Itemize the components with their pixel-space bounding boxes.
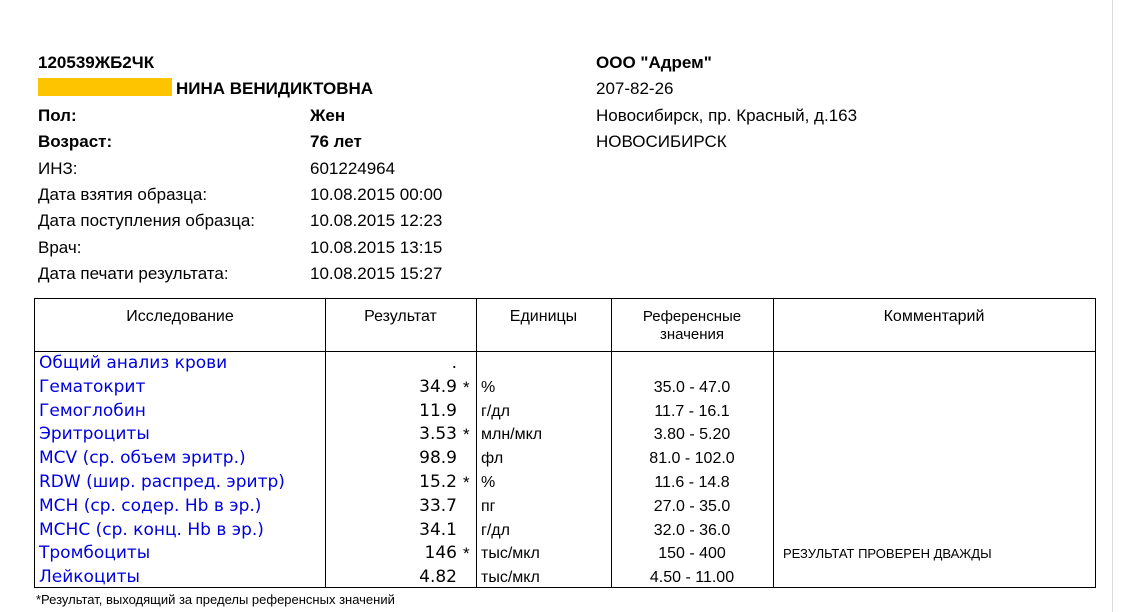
out-of-range-flag: * <box>463 544 470 564</box>
unit: г/дл <box>481 402 510 420</box>
lab-name: ООО "Адрем" <box>596 53 712 72</box>
reference-range: 11.7 - 16.1 <box>654 402 730 420</box>
table-row <box>35 352 1095 376</box>
header-result: Результат <box>364 308 437 325</box>
result-value: 98.9 <box>419 448 457 469</box>
result-value: 33.7 <box>419 495 457 516</box>
field-value: 10.08.2015 15:27 <box>310 264 443 284</box>
table-row <box>35 447 1095 471</box>
reference-range: 11.6 - 14.8 <box>654 474 730 491</box>
reference-range: 3.80 - 5.20 <box>653 426 731 444</box>
lab-city: НОВОСИБИРСК <box>596 132 727 152</box>
header-comment: Комментарий <box>883 308 985 325</box>
test-name: MCV (ср. объем эритр.) <box>39 448 246 469</box>
patient-field-row <box>38 263 578 289</box>
lab-address: Новосибирск, пр. Красный, д.163 <box>596 105 858 125</box>
unit: тыс/мкл <box>481 569 540 587</box>
field-value: Жен <box>310 105 346 125</box>
test-name: MCHC (ср. конц. Hb в эр.) <box>39 519 264 540</box>
patient-field-row <box>38 158 578 184</box>
table-row <box>35 423 1095 447</box>
results-table <box>34 298 1096 588</box>
field-value: 76 лет <box>310 132 362 152</box>
table-row <box>35 519 1095 543</box>
table-row <box>35 400 1095 424</box>
result-value: 146 <box>424 543 457 564</box>
field-value: 601224964 <box>310 158 396 178</box>
reference-range: 150 - 400 <box>658 545 726 563</box>
result-value: 34.1 <box>419 519 457 540</box>
field-label: ИНЗ: <box>38 158 78 178</box>
unit: тыс/мкл <box>481 545 540 563</box>
out-of-range-flag: * <box>463 473 470 492</box>
reference-range: 35.0 - 47.0 <box>653 378 731 396</box>
unit: г/дл <box>481 521 510 539</box>
unit: % <box>481 378 496 396</box>
test-name: Тромбоциты <box>39 543 151 564</box>
field-label: Пол: <box>38 105 77 125</box>
result-value: 15.2 <box>419 472 457 492</box>
test-name: Гематокрит <box>39 376 146 397</box>
field-label: Дата печати результата: <box>38 264 229 284</box>
patient-code: 120539ЖБ2ЧК <box>38 53 155 72</box>
patient-field-row <box>38 184 578 210</box>
out-of-range-flag: * <box>463 377 470 397</box>
table-row <box>35 542 1095 566</box>
table-row <box>35 376 1095 400</box>
field-label: Возраст: <box>38 132 113 152</box>
field-value: 10.08.2015 12:23 <box>310 211 443 231</box>
test-name: Гемоглобин <box>39 400 146 421</box>
test-name: Эритроциты <box>39 424 150 445</box>
table-row <box>35 471 1095 495</box>
redaction-bar <box>38 78 172 96</box>
patient-name: НИНА ВЕНИДИКТОВНА <box>176 79 374 99</box>
table-header <box>35 299 1095 352</box>
patient-field-row <box>38 237 578 263</box>
patient-field-row <box>38 131 578 157</box>
comment: РЕЗУЛЬТАТ ПРОВЕРЕН ДВАЖДЫ <box>783 546 992 562</box>
table-row <box>35 566 1095 590</box>
patient-field-row <box>38 105 578 131</box>
field-label: Дата поступления образца: <box>38 211 256 231</box>
patient-name-row <box>38 78 578 104</box>
field-value: 10.08.2015 13:15 <box>310 237 443 257</box>
result-value: 34.9 <box>419 376 457 397</box>
reference-range: 27.0 - 35.0 <box>653 497 731 515</box>
unit: фл <box>481 450 504 468</box>
result-value: . <box>451 353 457 373</box>
test-name: RDW (шир. распред. эритр) <box>39 472 285 492</box>
reference-range: 81.0 - 102.0 <box>649 450 735 468</box>
unit: % <box>481 474 496 491</box>
field-value: 10.08.2015 00:00 <box>310 184 443 204</box>
result-value: 3.53 <box>419 424 457 445</box>
header-units: Единицы <box>509 308 578 325</box>
footnote: *Результат, выходящий за пределы референсных значений <box>36 592 395 607</box>
header-reference: Референсные значения <box>642 308 742 343</box>
test-name: Лейкоциты <box>39 567 140 588</box>
field-label: Дата взятия образца: <box>38 184 208 204</box>
field-label: Врач: <box>38 237 82 257</box>
lab-info <box>596 52 1076 158</box>
patient-info <box>38 52 578 290</box>
patient-fields <box>38 105 578 290</box>
unit: пг <box>481 497 496 515</box>
table-row <box>35 495 1095 519</box>
test-name: Общий анализ крови <box>39 353 228 373</box>
out-of-range-flag: * <box>463 425 470 445</box>
reference-range: 4.50 - 11.00 <box>649 569 735 587</box>
reference-range: 32.0 - 36.0 <box>653 521 731 539</box>
test-name: MCH (ср. содер. Hb в эр.) <box>39 495 262 516</box>
page-edge <box>1112 0 1113 612</box>
unit: млн/мкл <box>481 426 543 444</box>
result-value: 11.9 <box>419 400 457 421</box>
lab-phone: 207-82-26 <box>596 79 674 99</box>
patient-field-row <box>38 210 578 236</box>
header-test: Исследование <box>126 308 234 325</box>
result-value: 4.82 <box>419 567 457 588</box>
